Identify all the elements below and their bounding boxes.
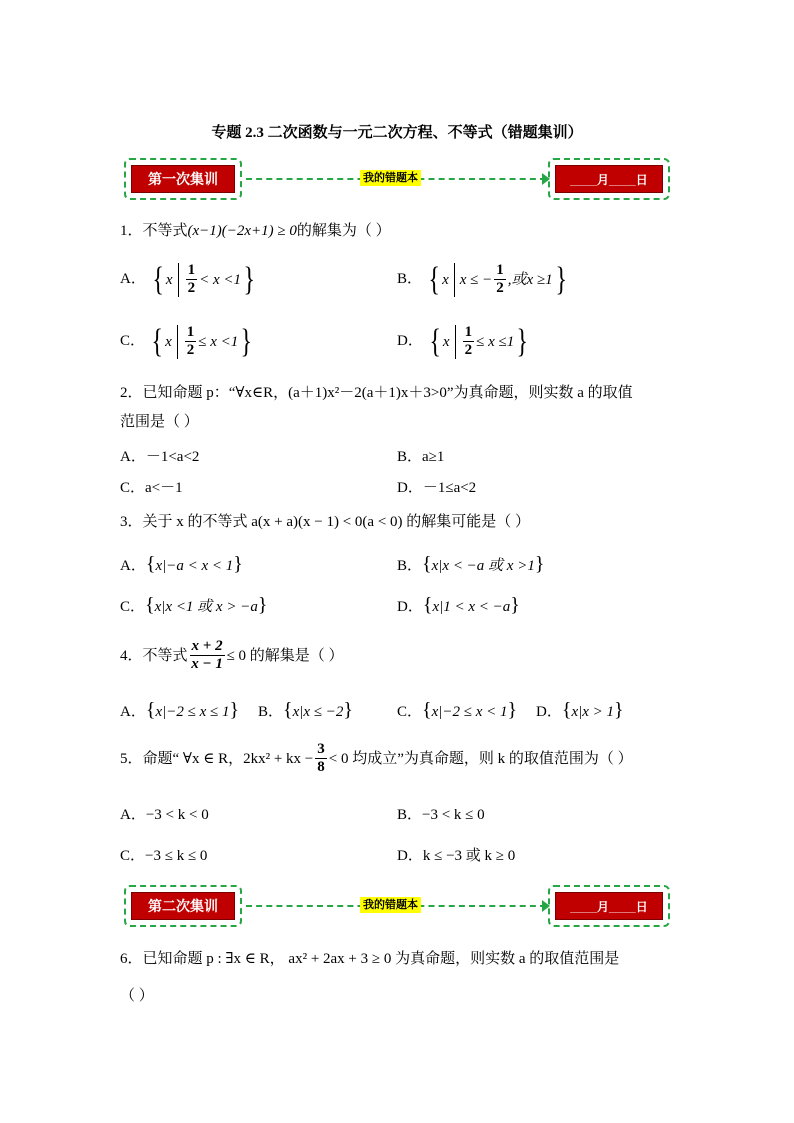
fraction-denominator: x − 1 [191, 656, 223, 672]
q2-option-a: A．－1<a<2 [120, 449, 200, 465]
set-condition: ≤ x ≤1 [476, 333, 515, 350]
option-label: A． [120, 270, 146, 287]
question-1-stem [120, 220, 391, 242]
option-label: C． [120, 599, 146, 615]
set-content: x|x > 1 [571, 704, 615, 720]
mistake-book-label: 我的错题本 [360, 170, 421, 186]
fraction-numerator: 3 [317, 741, 325, 757]
set-condition-pre: x ≤ − [459, 271, 493, 288]
q2-option-d: D．－1≤a<2 [397, 480, 477, 496]
q4-option-c: C．{x|−2 ≤ x < 1} [397, 699, 518, 721]
q2-option-c: C．a<－1 [120, 480, 183, 496]
q3-option-b: B．{x|x < −a 或 x >1} [397, 553, 545, 575]
question-6-stem-line2: （ ） [120, 988, 154, 1004]
section-banner-1 [120, 158, 670, 204]
set-content: x|−2 ≤ x ≤ 1 [155, 704, 230, 720]
fraction-denominator: 2 [187, 280, 196, 296]
q3-option-c: C．{x|x <1 或 x > −a} [120, 594, 268, 616]
page-title: 专题 2.3 二次函数与一元二次方程、不等式（错题集训） [211, 125, 583, 141]
set-content: x|x <1 或 x > −a [154, 599, 258, 615]
fraction-numerator: 1 [186, 324, 195, 340]
fraction-numerator: 1 [464, 324, 473, 340]
session-label: 第二次集训 [131, 892, 235, 920]
option-label: A． [120, 704, 146, 720]
option-label: D． [536, 704, 562, 720]
q1-option-d: D． { x $\frac{1}{2}$ ≤ x ≤1 } [397, 322, 529, 360]
set-content: x|x ≤ −2 [292, 704, 344, 720]
option-label: B． [258, 704, 284, 720]
set-content: x|−2 ≤ x < 1 [431, 704, 508, 720]
q4-option-b: B．{x|x ≤ −2} [258, 699, 354, 721]
set-condition: ,或x ≥1 [507, 271, 553, 288]
q5-stem-pre: 5．命题“ ∀x ∈ R，2kx² + kx − [120, 750, 314, 767]
mistake-book-label: 我的错题本 [360, 897, 421, 913]
option-label: D． [397, 332, 423, 349]
section-banner-2 [120, 885, 670, 931]
q1-stem-post: 的解集为（ ） [296, 223, 391, 239]
set-content: x|−a < x < 1 [155, 558, 234, 574]
option-label: B． [397, 558, 423, 574]
session-label: 第一次集训 [131, 165, 235, 193]
option-label: C． [397, 704, 423, 720]
question-3-stem: 3．关于 x 的不等式 a(x + a)(x − 1) < 0(a < 0) 的解集可能是（ ） [120, 514, 531, 530]
session-label-box [124, 158, 242, 200]
fraction-denominator: 2 [186, 342, 195, 358]
q1-stem-pre: 1．不等式 [120, 223, 188, 239]
set-condition: < x <1 [199, 271, 241, 288]
date-box [548, 885, 670, 927]
fraction-denominator: 8 [317, 759, 325, 775]
option-label: C． [120, 332, 146, 349]
q3-option-a: A．{x|−a < x < 1} [120, 553, 243, 575]
set-content: x|x < −a 或 x >1 [431, 558, 535, 574]
fraction-denominator: 2 [464, 342, 473, 358]
question-6-stem-line1: 6．已知命题 p : ∃x ∈ R， ax² + 2ax + 3 ≥ 0 为真命题，则实数 a 的取值范围是 [120, 951, 620, 967]
q1-stem-math: (x−1)(−2x+1) ≥ 0 [187, 223, 297, 239]
q4-stem-pre: 4．不等式 [120, 647, 188, 664]
q5-stem-post: < 0 均成立”为真命题，则 k 的取值范围为（ ） [328, 750, 633, 767]
q5-option-b: B．−3 < k ≤ 0 [397, 807, 485, 823]
q4-stem-post: ≤ 0 的解集是（ ） [226, 647, 344, 664]
session-label-box [124, 885, 242, 927]
question-2-stem-line1: 2．已知命题 p：“∀x∈R，(a＋1)x²－2(a＋1)x＋3>0”为真命题，则实数 a 的取值 [120, 385, 633, 401]
set-content: x|1 < x < −a [432, 599, 511, 615]
q2-option-b: B．a≥1 [397, 449, 445, 465]
set-condition: ≤ x <1 [198, 333, 239, 350]
date-field: ____月____日 [555, 165, 663, 193]
q5-option-c: C．−3 ≤ k ≤ 0 [120, 848, 208, 864]
q1-option-c: C． { x $\frac{1}{2}$ ≤ x <1 } [120, 322, 253, 360]
q1-option-b: B． { x x ≤ − $\frac{1}{2}$ ,或x ≥1 } [397, 260, 567, 298]
fraction-denominator: 2 [496, 280, 504, 296]
fraction-numerator: 1 [187, 262, 196, 278]
q4-option-a: A．{x|−2 ≤ x ≤ 1} [120, 699, 240, 721]
date-box [548, 158, 670, 200]
date-field: ____月____日 [555, 892, 663, 920]
option-label: A． [120, 558, 146, 574]
q5-option-d: D．k ≤ −3 或 k ≥ 0 [397, 848, 516, 864]
q3-option-d: D．{x|1 < x < −a} [397, 594, 520, 616]
option-label: D． [397, 599, 423, 615]
fraction-numerator: 1 [496, 262, 504, 278]
q5-option-a: A．−3 < k < 0 [120, 807, 209, 823]
question-2-stem-line2: 范围是（ ） [120, 414, 199, 430]
q1-option-a: A． { x $\frac{1}{2}$ < x <1 } [120, 260, 255, 298]
question-5-stem [120, 741, 633, 776]
option-label: B． [397, 270, 423, 287]
fraction-numerator: x + 2 [191, 638, 223, 654]
question-4-stem [120, 638, 344, 673]
q4-option-d: D．{x|x > 1} [536, 699, 624, 721]
